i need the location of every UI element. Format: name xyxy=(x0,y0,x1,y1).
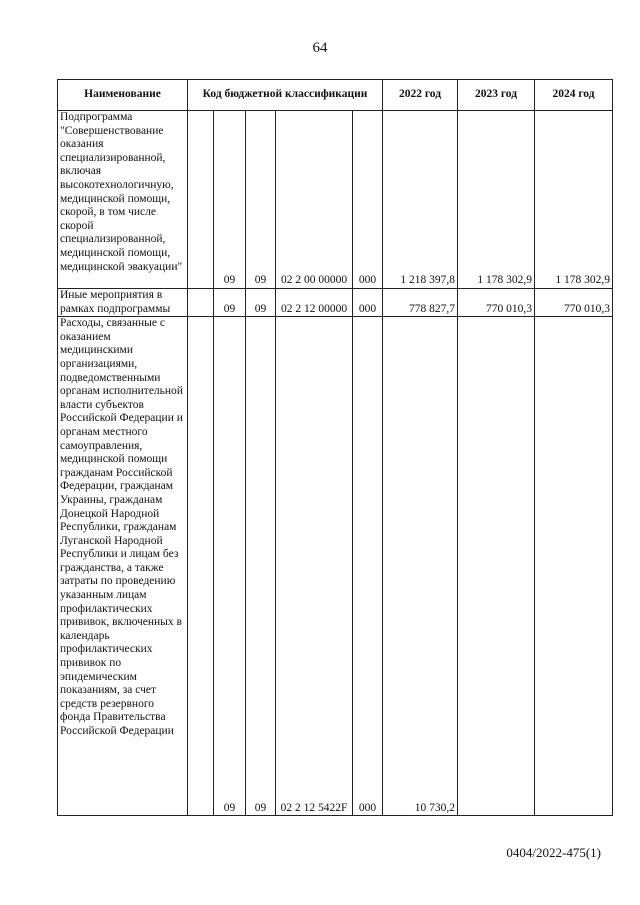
row-section-code xyxy=(188,317,214,816)
header-row xyxy=(58,80,613,111)
table-row xyxy=(58,111,613,289)
row-section-code xyxy=(188,111,214,289)
row-code-4: 000 xyxy=(353,317,383,816)
row-name: Иные мероприятия в рамках подпрограммы xyxy=(58,289,188,317)
row-code-1: 09 xyxy=(214,111,246,289)
row-name: Расходы, связанные с оказанием медицинскими организациями, подведомственными органам исполнительной власти субъектов Российской Федерации и органам местного самоуправления, медицинской помощи гражданам Российской Федерации, гражданам Украины, гражданам Донецкой Народной Республики, гражданам Луганской Народной Республики и лицам без гражданства, а также затраты по проведению указанным лицам профилактических прививок, включенных в календарь профилактических прививок по эпидемическим показаниям, за счет средств резервного фонда Правительства Российской Федерации xyxy=(58,317,188,816)
header-2022: 2022 год xyxy=(383,80,458,111)
row-value-2024: 1 178 302,9 xyxy=(535,111,613,289)
row-value-2024: 770 010,3 xyxy=(535,289,613,317)
row-code-2: 09 xyxy=(246,289,276,317)
row-code-3: 02 2 00 00000 xyxy=(276,111,353,289)
row-value-2024 xyxy=(535,317,613,816)
header-name: Наименование xyxy=(58,80,188,111)
row-code-2: 09 xyxy=(246,317,276,816)
table-row xyxy=(58,317,613,816)
page-number: 64 xyxy=(312,40,328,56)
row-code-4: 000 xyxy=(353,289,383,317)
row-code-3: 02 2 12 00000 xyxy=(276,289,353,317)
row-value-2022: 1 218 397,8 xyxy=(383,111,458,289)
row-value-2023: 770 010,3 xyxy=(458,289,535,317)
row-value-2023 xyxy=(458,317,535,816)
row-value-2023: 1 178 302,9 xyxy=(458,111,535,289)
row-value-2022: 10 730,2 xyxy=(383,317,458,816)
header-2023: 2023 год xyxy=(458,80,535,111)
row-value-2022: 778 827,7 xyxy=(383,289,458,317)
document-code: 0404/2022-475(1) xyxy=(506,845,601,860)
row-section-code xyxy=(188,289,214,317)
row-code-1: 09 xyxy=(214,317,246,816)
row-code-4: 000 xyxy=(353,111,383,289)
row-code-3: 02 2 12 5422F xyxy=(276,317,353,816)
header-classification: Код бюджетной классификации xyxy=(188,80,383,111)
budget-table xyxy=(57,79,613,816)
row-code-2: 09 xyxy=(246,111,276,289)
table-row xyxy=(58,289,613,317)
row-code-1: 09 xyxy=(214,289,246,317)
header-2024: 2024 год xyxy=(535,80,613,111)
row-name: Подпрограмма "Совершенствование оказания специализированной, включая высокотехнологичную, медицинской помощи, скорой, в том числе скорой специализированной, медицинской помощи, медицинской эвакуации" xyxy=(58,111,188,289)
